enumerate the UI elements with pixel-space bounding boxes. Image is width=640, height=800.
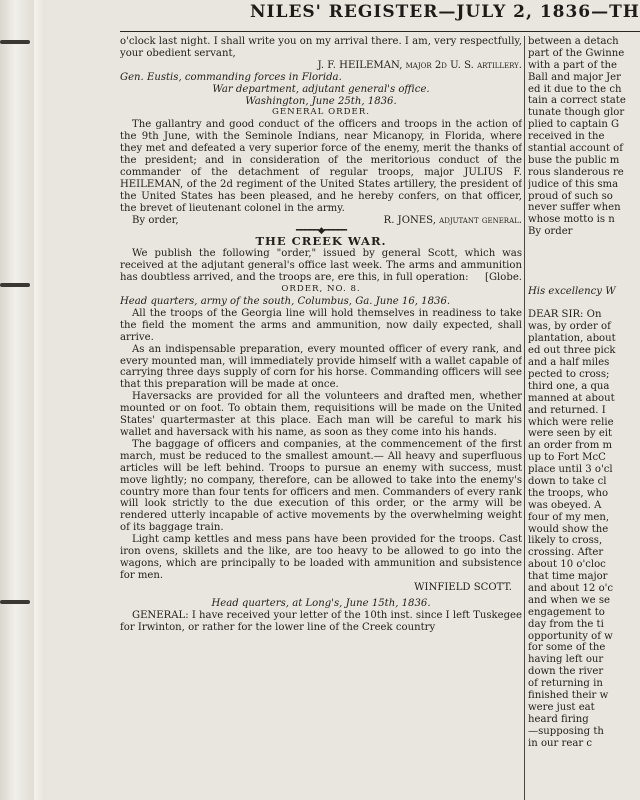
right-column-line: up to Fort McC <box>528 452 606 464</box>
right-column-line: between a detach <box>528 36 619 47</box>
right-column-line: tunate though glor <box>528 107 625 119</box>
globe-credit: [Globe. <box>485 272 522 284</box>
right-column-line: plied to captain G <box>528 119 620 131</box>
right-column-line <box>528 250 640 262</box>
right-column-line: which were relie <box>528 416 614 428</box>
column-right <box>528 36 640 800</box>
right-column-line: and a half miles <box>528 357 610 369</box>
by-order-label: By order, <box>132 214 179 226</box>
right-column-line: received in the <box>528 131 605 143</box>
right-column-line: down the river <box>528 666 604 678</box>
right-column-line: were just eat <box>528 701 595 713</box>
dateline-columbus: Head quarters, army of the south, Columbus, Ga. June 16, 1836. <box>120 296 451 308</box>
right-column-line: were seen by eit <box>528 428 613 440</box>
right-column-line: was, by order of <box>528 321 611 333</box>
running-header: NILES' REGISTER—JULY 2, 1836—TH <box>250 2 640 22</box>
right-column-line: that time major <box>528 571 608 583</box>
right-column-line: day from the ti <box>528 618 604 630</box>
right-column-line <box>528 298 640 310</box>
page-gutter <box>34 0 46 800</box>
right-column-line: part of the Gwinne <box>528 47 625 59</box>
intro-paragraph: We publish the following "order," issued by general Scott, which was received at the adjutant general's office last week. The arms and ammunition has doubtless arrived, and the troops are, ere this, in full operation: [Globe. <box>120 248 522 284</box>
right-column-line: —supposing th <box>528 725 604 737</box>
by-order-line <box>120 215 522 227</box>
right-column-line: His excellency W <box>528 285 616 297</box>
header-rule <box>120 31 640 32</box>
right-column-line <box>528 274 640 286</box>
right-column-line: and about 12 o'c <box>528 582 614 594</box>
right-column-line: for some of the <box>528 642 606 654</box>
right-column-line: and returned. I <box>528 404 606 416</box>
right-column-line <box>528 238 640 250</box>
general-order-label: GENERAL ORDER. <box>272 107 370 118</box>
right-column-line: opportunity of w <box>528 630 613 642</box>
ornamental-rule: ━━━━━◆━━━━━ <box>295 225 347 236</box>
letter-paragraph: GENERAL: I have received your letter of the 10th inst. since I left Tuskegee for Irwinton, or rather for the lower line of the Creek country <box>120 609 522 633</box>
right-column-line: with a part of the <box>528 59 617 71</box>
dateline-longs: Head quarters, at Long's, June 15th, 1836. <box>211 597 431 609</box>
right-column-line: down to take cl <box>528 475 607 487</box>
right-column-line: crossing. After <box>528 547 604 559</box>
right-column-line: Ball and major Jer <box>528 71 621 83</box>
right-column-line: was obeyed. A <box>528 499 602 511</box>
right-column-line: tain a correct state <box>528 95 626 107</box>
dateline-washington: Washington, June 25th, 1836. <box>245 95 397 107</box>
order-number-label: ORDER, NO. 8. <box>281 284 361 295</box>
right-column-line: and when we se <box>528 594 610 606</box>
right-column-line: would show the <box>528 523 609 535</box>
right-column-line: pected to cross; <box>528 368 610 380</box>
right-column-line: engagement to <box>528 606 605 618</box>
right-column-line: finished their w <box>528 689 609 701</box>
general-order-text: The gallantry and good conduct of the officers and troops in the action of the 9th June, with the Seminole Indians, near Micanopy, in Florida, where they met and defeated a very superior force of the enemy, merit the thanks of the president; and in consideration of the meritorious conduct of the commander of the detachment of regular troops, major JULIUS F. HEILEMAN, of the 2d regiment of the United States artillery, the president of the United States has been pleased, and he hereby confers, on that officer, the brevet of lieutenant colonel in the army. <box>120 119 522 214</box>
right-column-line: in our rear c <box>528 737 593 749</box>
right-column-line: rous slanderous re <box>528 166 624 178</box>
order-paragraph: As an indispensable preparation, every mounted officer of every rank, and every mounted man, will immediately provide himself with a wallet capable of carrying three days supply of corn for his horse. Commanding officers will see that this preparation will be made at once. <box>120 343 522 391</box>
signature-jones: R. JONES, adjutant general. <box>383 214 522 226</box>
right-column-line: the troops, who <box>528 487 609 499</box>
binding-stitch <box>0 40 30 44</box>
right-column-line: four of my men, <box>528 511 610 523</box>
letter-closing: o'clock last night. I shall write you on my arrival there. I am, very respectfully, your obedient servant, <box>120 36 522 59</box>
right-column-line: judice of this sma <box>528 178 619 190</box>
column-rule <box>524 36 525 800</box>
right-column-line: ed out three pick <box>528 345 616 357</box>
right-column-line: likely to cross, <box>528 535 603 547</box>
right-column-line: place until 3 o'cl <box>528 464 613 476</box>
right-column-line: third one, a qua <box>528 380 610 392</box>
order-paragraph: Light camp kettles and mess pans have been provided for the troops. Cast iron ovens, skillets and the like, are too heavy to be allowed to go into the wagons, which are principally to be loaded with ammunition and subsistence for men. <box>120 534 522 581</box>
right-column-line: manned at about <box>528 392 615 404</box>
order-paragraph: All the troops of the Georgia line will hold themselves in readiness to take the field the moment the arms and ammunition, now daily expected, shall arrive. <box>120 307 522 343</box>
order-paragraph: The baggage of officers and companies, at the commencement of the first march, must be reduced to the smallest amount.— All heavy and superfluous articles will be left behind. Troops to pursue an enemy with success, must move lightly; no company, therefore, can be allowed to take into the enemy's country more than four tents for officers and men. Commanders of every rank will look strictly to the due execution of this order, or the army will be rendered utterly incapable of active movements by the overwhelming weight of its baggage train. <box>120 438 522 534</box>
binding-stitch <box>0 600 30 604</box>
dateline-war-department: War department, adjutant general's office. <box>212 83 430 95</box>
right-column-line: proud of such so <box>528 190 613 202</box>
right-column-line: heard firing <box>528 713 589 725</box>
page-spine <box>0 0 35 800</box>
right-column-line: about 10 o'cloc <box>528 559 606 571</box>
binding-stitch <box>0 283 30 287</box>
right-column-line: whose motto is n <box>528 214 615 226</box>
right-column-line: of returning in <box>528 678 603 690</box>
right-column-line <box>528 262 640 274</box>
headline-creek-war: THE CREEK WAR. <box>255 233 387 248</box>
signature-heileman: J. F. HEILEMAN, major 2d U. S. artillery. <box>317 59 522 71</box>
column-left <box>120 36 522 800</box>
right-column-line: having left our <box>528 654 604 666</box>
order-paragraph: Haversacks are provided for all the volunteers and drafted men, whether mounted or on foot. To obtain them, requisitions will be made on the United States' quartermaster at this place. Each man will be careful to mark his wallet and haversack with his name, as soon as they come into his hands. <box>120 391 522 438</box>
right-column-line: never suffer when <box>528 202 621 214</box>
right-column-line: DEAR SIR: On <box>528 309 602 321</box>
right-column-line: plantation, about <box>528 333 616 345</box>
right-column-line: buse the public m <box>528 154 620 166</box>
signature-scott: WINFIELD SCOTT. <box>414 581 512 593</box>
right-column-line: stantial account of <box>528 143 623 155</box>
letter-recipient: Gen. Eustis, commanding forces in Florida. <box>120 71 342 83</box>
right-column-line: ed it due to the ch <box>528 83 622 95</box>
right-column-line: By order <box>528 226 573 238</box>
right-column-line: an order from m <box>528 440 613 452</box>
